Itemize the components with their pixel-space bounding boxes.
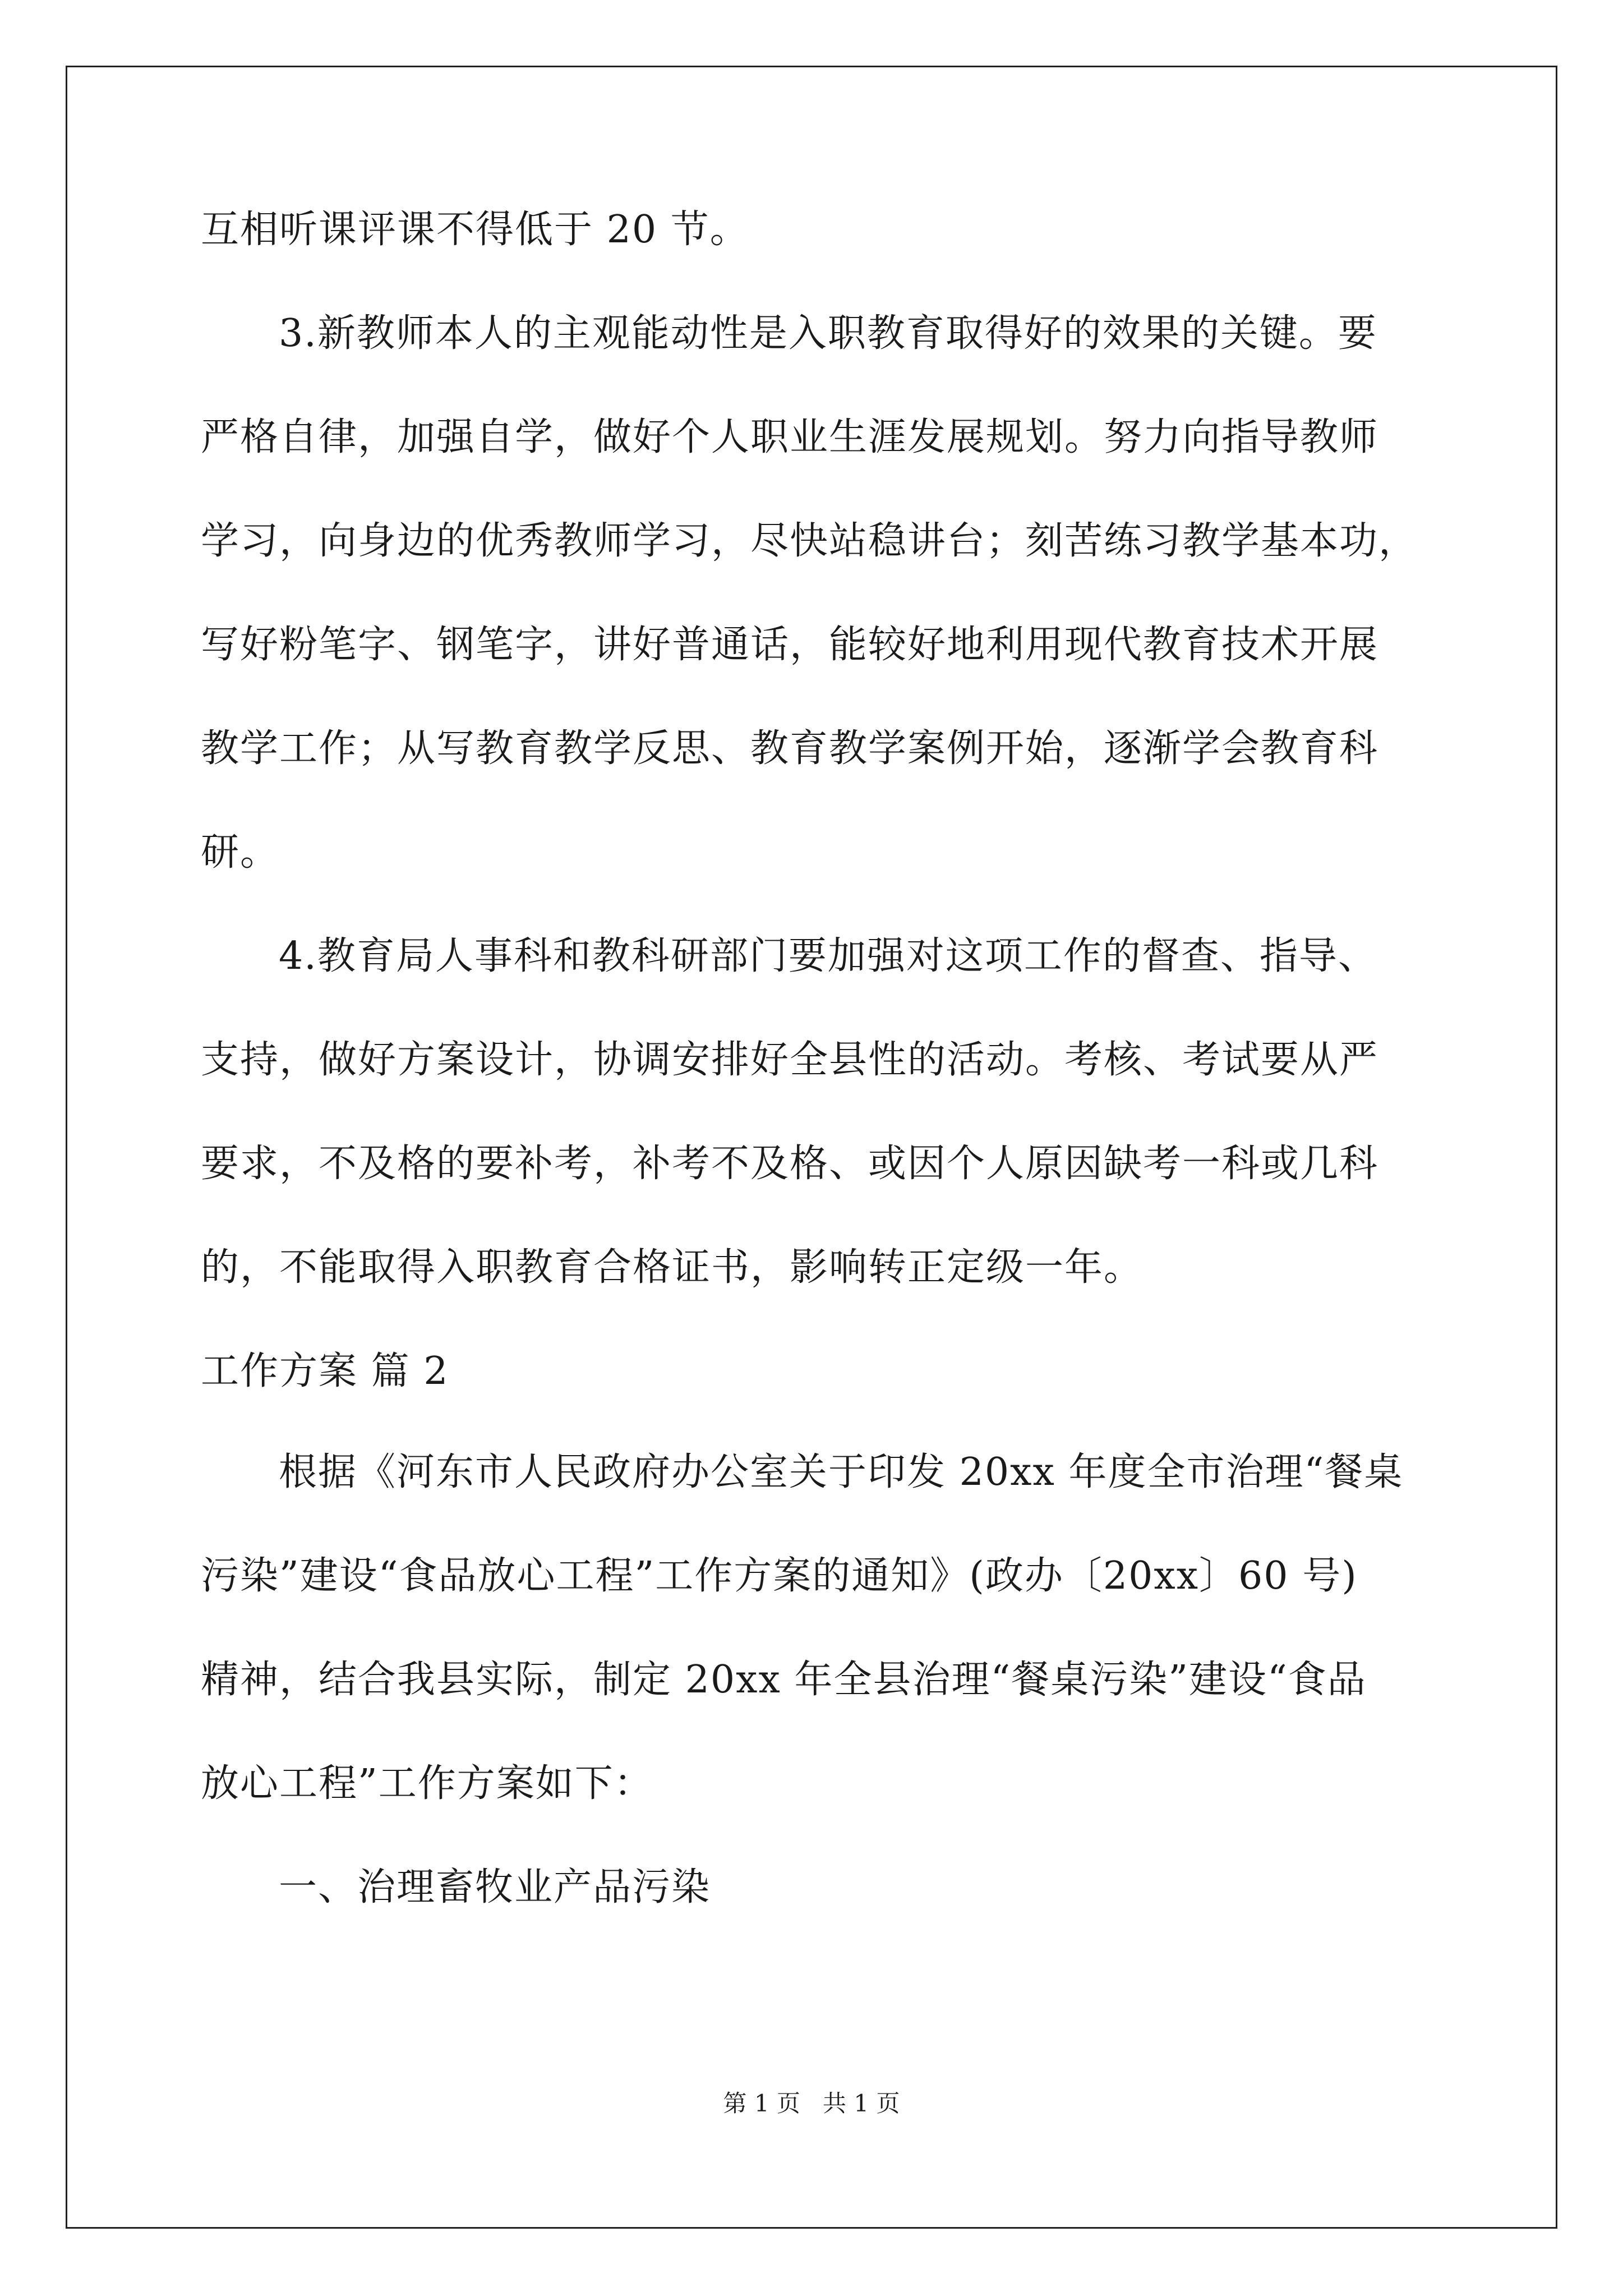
paragraph-line: 污染”建设“食品放心工程”工作方案的通知》(政办〔20xx〕60 号) xyxy=(201,1554,1358,1598)
paragraph-line: 精神，结合我县实际，制定 20xx 年全县治理“餐桌污染”建设“食品 xyxy=(201,1658,1367,1702)
paragraph-line: 支持，做好方案设计，协调安排好全县性的活动。考核、考试要从严 xyxy=(201,1038,1379,1082)
paragraph-line: 放心工程”工作方案如下： xyxy=(201,1761,653,1806)
paragraph-line: 要求，不及格的要补考，补考不及格、或因个人原因缺考一科或几科 xyxy=(201,1142,1379,1186)
page-number-footer: 第 1 页 共 1 页 xyxy=(723,2090,900,2117)
paragraph-line: 3.新教师本人的主观能动性是入职教育取得好的效果的关键。要 xyxy=(279,311,1377,356)
paragraph-line: 写好粉笔字、钢笔字，讲好普通话，能较好地利用现代教育技术开展 xyxy=(201,623,1379,667)
paragraph-line: 严格自律，加强自学，做好个人职业生涯发展规划。努力向指导教师 xyxy=(201,415,1379,459)
paragraph-line: 4.教育局人事科和教科研部门要加强对这项工作的督查、指导、 xyxy=(279,934,1377,978)
paragraph-line: 根据《河东市人民政府办公室关于印发 20xx 年度全市治理“餐桌 xyxy=(279,1450,1404,1494)
paragraph-line: 互相听课评课不得低于 20 节。 xyxy=(201,208,749,252)
paragraph-line: 学习，向身边的优秀教师学习，尽快站稳讲台；刻苦练习教学基本功， xyxy=(201,519,1418,563)
paragraph-line: 教学工作；从写教育教学反思、教育教学案例开始，逐渐学会教育科 xyxy=(201,726,1379,771)
paragraph-line: 的，不能取得入职教育合格证书，影响转正定级一年。 xyxy=(201,1245,1144,1290)
paragraph-line: 研。 xyxy=(201,830,280,875)
subsection-heading: 一、治理畜牧业产品污染 xyxy=(279,1865,711,1910)
section-heading: 工作方案 篇 2 xyxy=(201,1349,449,1393)
